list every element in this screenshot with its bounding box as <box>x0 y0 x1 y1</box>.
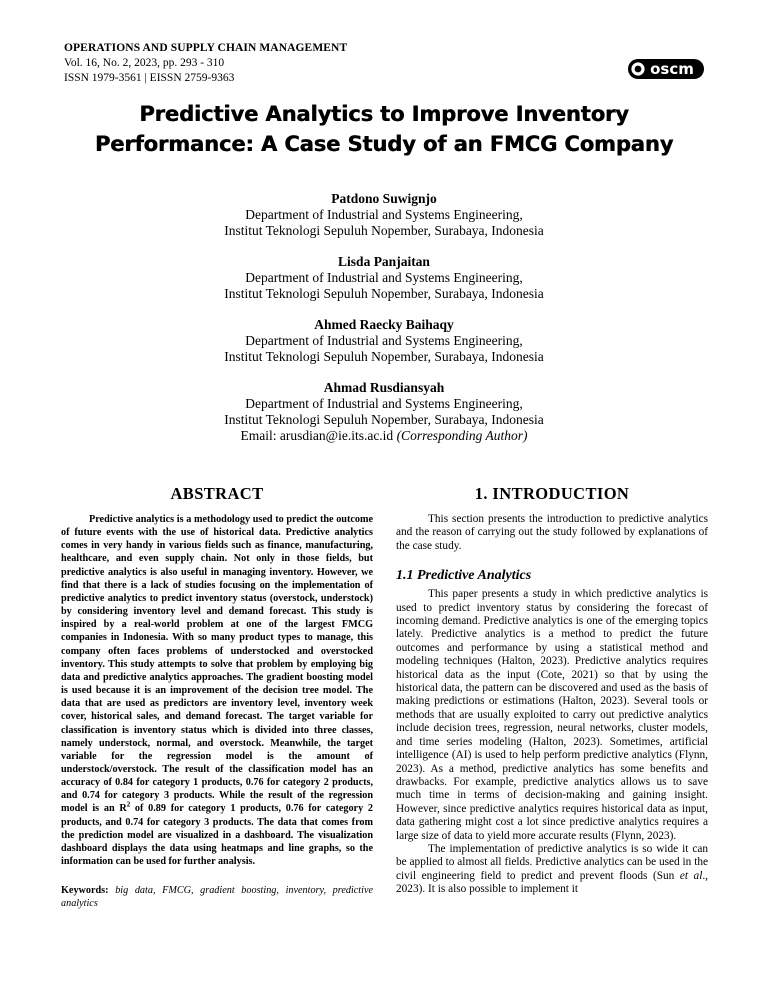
author-institution: Institut Teknologi Sepuluh Nopember, Surabaya, Indonesia <box>224 412 544 427</box>
journal-header <box>64 41 704 85</box>
author-department: Department of Industrial and Systems Engineering, <box>245 333 523 348</box>
author-department: Department of Industrial and Systems Engineering, <box>245 396 523 411</box>
keywords-label: Keywords: <box>61 885 109 897</box>
subsection-heading: 1.1 Predictive Analytics <box>396 568 532 584</box>
author-entry <box>64 190 704 239</box>
title-line-2: Performance: A Case Study of an FMCG Company <box>94 132 674 156</box>
keywords-text: big data, FMCG, gradient boosting, inventory, predictive analytics <box>61 885 374 910</box>
email-text: Email: arusdian@ie.its.ac.id <box>240 428 394 443</box>
corresponding-note: (Corresponding Author) <box>396 428 528 443</box>
author-name: Ahmed Raecky Baihaqy <box>314 317 454 332</box>
author-entry <box>64 316 704 365</box>
author-entry <box>64 379 704 444</box>
journal-name: OPERATIONS AND SUPPLY CHAIN MANAGEMENT <box>64 42 348 54</box>
author-name: Patdono Suwignjo <box>331 191 437 206</box>
abstract-text: Predictive analytics is a methodology used to predict the outcome of future events with the use of historical data. Predictive analytics comes in very handy in various fields such as finance, manufacturing, healthcare, and even supply chain. Not only in those fields, but predictive analytics is also useful in managing inventory. However, we find that there is a lack of studies focusing on the implementation of predictive analytics to predict inventory status (overstock, understock) by considering inventory level and demand forecast. This study is inspired by a real-world problem at one of the largest FMCG companies in Indonesia. With so many product types to manage, this company often faces problems of understocked and overstocked inventory. This study attempts to solve that problem by employing big data and predictive analytics approaches. The gradient boosting model is used because it is an improvement of the decision tree model. The data that are used as predictors are inventory level, inventory week cover, historical sales, and demand forecast. The target variable for classification is inventory status which is divided into three classes, namely understock, normal, and overstock. Meanwhile, the target variable for the regression model is the amount of understock/overstock. The result of the classification model has an accuracy of 0.84 for category 1 products, 0.76 for category 2 products, and 0.74 for category 3 products. While the result of the regression model is an $R^2$ of 0.89 for category 1 products, 0.76 for category 2 products, and 0.74 for category 3 products. The data that comes from the prediction model are visualized in a dashboard. The visualization dashboard displays the data using heatmaps and line graphs, so the information can be used for further analysis. <box>61 514 373 868</box>
author-institution: Institut Teknologi Sepuluh Nopember, Surabaya, Indonesia <box>224 286 544 301</box>
abstract-column <box>61 484 373 910</box>
author-name: Lisda Panjaitan <box>338 254 430 269</box>
corresponding-email <box>64 428 704 444</box>
oscm-logo-text: oscm <box>650 60 694 78</box>
journal-volume: Vol. 16, No. 2, 2023, pp. 293 - 310 <box>64 57 225 69</box>
abstract-heading: ABSTRACT <box>170 484 264 503</box>
author-institution: Institut Teknologi Sepuluh Nopember, Surabaya, Indonesia <box>224 223 544 238</box>
author-name: Ahmad Rusdiansyah <box>323 380 445 395</box>
intro-paragraph: This section presents the introduction to predictive analytics and the reason of carrying out the study followed by explanations of the case study. <box>396 513 708 552</box>
paper-title <box>40 99 728 159</box>
intro-paragraph: The implementation of predictive analytics is so wide it can be applied to almost all fields. Predictive analytics can be used in the civil engineering field to predict and prevent floods (Sun et al., 2023). It is also possible to implement it <box>396 842 708 896</box>
author-institution: Institut Teknologi Sepuluh Nopember, Surabaya, Indonesia <box>224 349 544 364</box>
journal-issn: ISSN 1979-3561 | EISSN 2759-9363 <box>64 71 235 84</box>
keywords <box>61 884 373 910</box>
introduction-column <box>396 484 708 897</box>
intro-paragraph: This paper presents a study in which predictive analytics is used to predict inventory status by considering the forecast of incoming demand. Predictive analytics is one of the emerging topics lately. Predictive analytics is a method to predict the future outcomes and performance by using a statistical method and modeling techniques (Halton, 2023). Predictive analytics requires historical data as the input (Cote, 2021) so that by using the historical data, the pattern can be discovered and used as the basis of making predictions or estimations (Halton, 2023). Several tools or methods that are usually exploited to carry out predictive analytics include decision trees, regression, neural networks, cluster models, and time series modeling (Halton, 2023). Sometimes, artificial intelligence (AI) is used to help perform predictive analytics (Flynn, 2023). As a method, predictive analytics has some benefits and drawbacks. For example, predictive analytics allows us to save much time in terms of decision-making and gaining insight. However, since predictive analytics requires historical data as input, data gathering might cost a lot since predictive analytics requires a large size of data to yield more accurate results (Flynn, 2023). <box>396 588 708 842</box>
author-department: Department of Industrial and Systems Engineering, <box>245 207 523 222</box>
oscm-logo <box>628 59 704 84</box>
author-department: Department of Industrial and Systems Engineering, <box>245 270 523 285</box>
introduction-heading: 1. INTRODUCTION <box>474 484 630 503</box>
title-line-1: Predictive Analytics to Improve Inventory <box>139 102 629 126</box>
author-block <box>64 190 704 458</box>
author-entry <box>64 253 704 302</box>
